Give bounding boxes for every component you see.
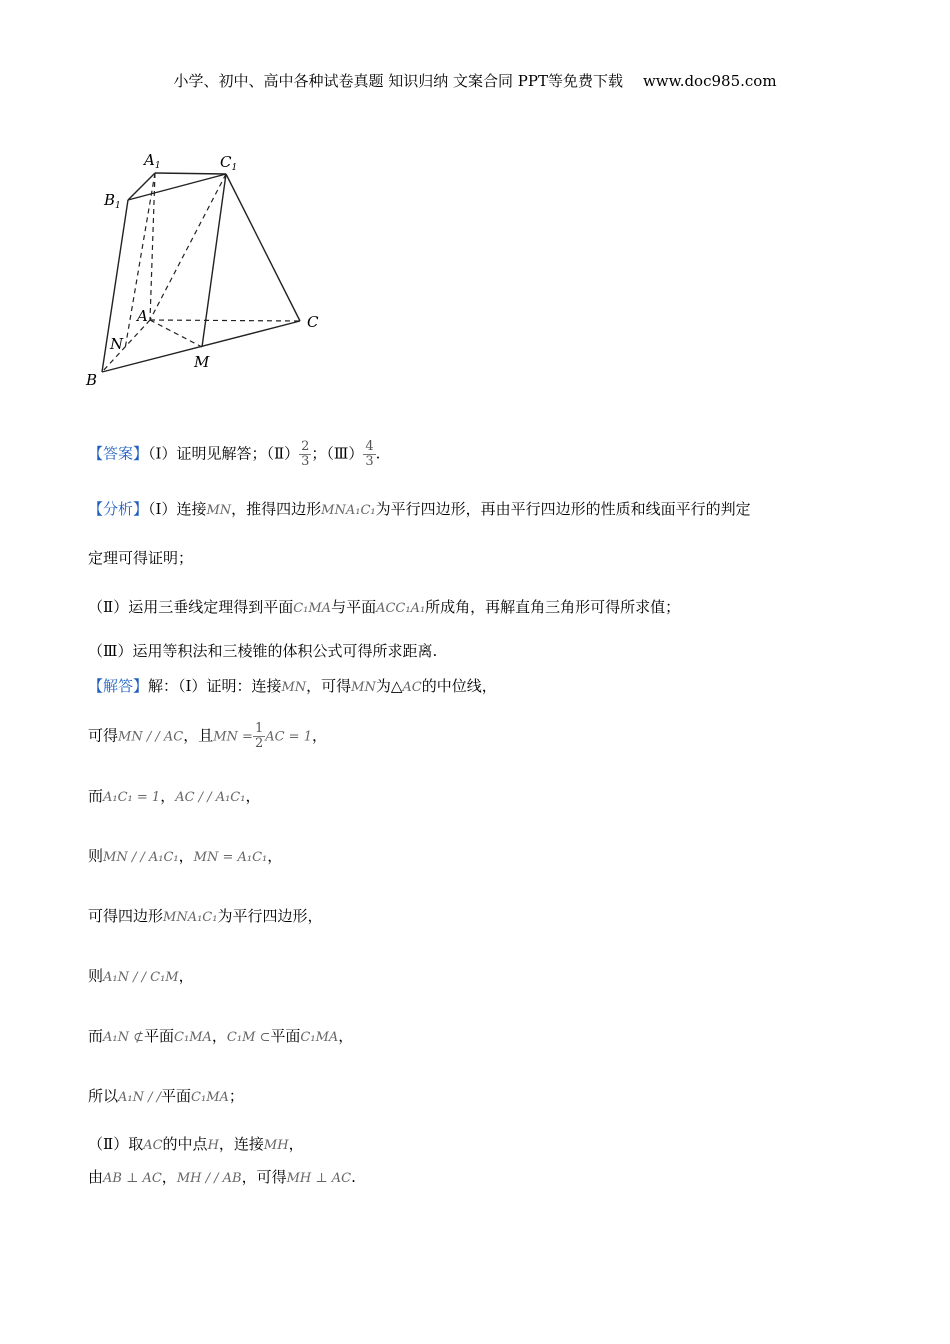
geometry-figure: [80, 145, 340, 395]
header-text: 小学、初中、高中各种试卷真题 知识归纳 文案合同 PPT等免费下载: [173, 72, 623, 90]
edge-c1-a: [150, 174, 226, 320]
header-site: www.doc985.com: [642, 72, 777, 90]
half-frac: $\frac{1}{2}$: [254, 721, 264, 751]
solution-line-1: 【解答】解：（Ⅰ）证明：连接MN，可得MN为△AC的中位线，: [88, 677, 497, 695]
edge-c1-c: [226, 174, 300, 321]
analysis-line-1: 【分析】（Ⅰ）连接MN，推得四边形MNA₁C₁为平行四边形，再由平行四边形的性质和线面平行的判定: [88, 500, 751, 518]
solution-line-9: （Ⅱ）取AC的中点H，连接MH，: [88, 1135, 304, 1153]
page-header: [0, 70, 950, 91]
solution-line-4: 则MN / / A₁C₁，MN = A₁C₁，: [88, 847, 283, 865]
analysis-line-3: （Ⅱ）运用三垂线定理得到平面C₁MA与平面ACC₁A₁所成角，再解直角三角形可得所求值；: [88, 598, 681, 616]
solution-line-5: 可得四边形MNA₁C₁为平行四边形，: [88, 907, 323, 925]
analysis-line-2: 定理可得证明；: [88, 549, 194, 567]
solution-line-3: 而A₁C₁ = 1，AC / / A₁C₁，: [88, 787, 261, 805]
label-b1: $B_1$: [104, 191, 121, 211]
answer-line: 【答案】（Ⅰ）证明见解答；（Ⅱ） $\frac{2}{3}$ ；（Ⅲ） $\frac{4}{3}$ .: [88, 439, 381, 469]
edge-b1-c1: [128, 174, 226, 200]
edge-a-c: [150, 320, 300, 321]
solution-line-2: 可得MN / / AC，且MN = $\frac{1}{2}$ AC = 1，: [88, 721, 327, 751]
solution-line-8: 所以A₁N / /平面C₁MA；: [88, 1087, 244, 1105]
answer-frac-1: $\frac{2}{3}$: [301, 439, 310, 469]
label-c1: $C_1$: [220, 153, 238, 173]
prism-diagram: [80, 145, 340, 395]
analysis-tag: 【分析】: [88, 500, 149, 518]
label-n: N: [110, 335, 124, 353]
label-b: B: [86, 371, 98, 389]
solution-line-6: 则A₁N / / C₁M，: [88, 967, 194, 985]
label-a: A: [137, 307, 148, 325]
solution-line-10: 由AB ⊥ AC，MH / / AB，可得MH ⊥ AC.: [88, 1168, 356, 1186]
solution-line-7: 而A₁N ⊄平面C₁MA，C₁M ⊂平面C₁MA，: [88, 1027, 354, 1045]
answer-tag: 【答案】: [88, 444, 149, 463]
label-c: C: [307, 313, 319, 331]
edge-a1-c1: [155, 173, 226, 174]
answer-frac-2: $\frac{4}{3}$: [365, 439, 374, 469]
label-m: M: [194, 353, 210, 371]
solution-tag: 【解答】: [88, 677, 149, 695]
edge-a-m: [150, 320, 202, 347]
label-a1: $A_1$: [144, 151, 161, 171]
analysis-line-4: （Ⅲ）运用等积法和三棱锥的体积公式可得所求距离.: [88, 642, 438, 660]
